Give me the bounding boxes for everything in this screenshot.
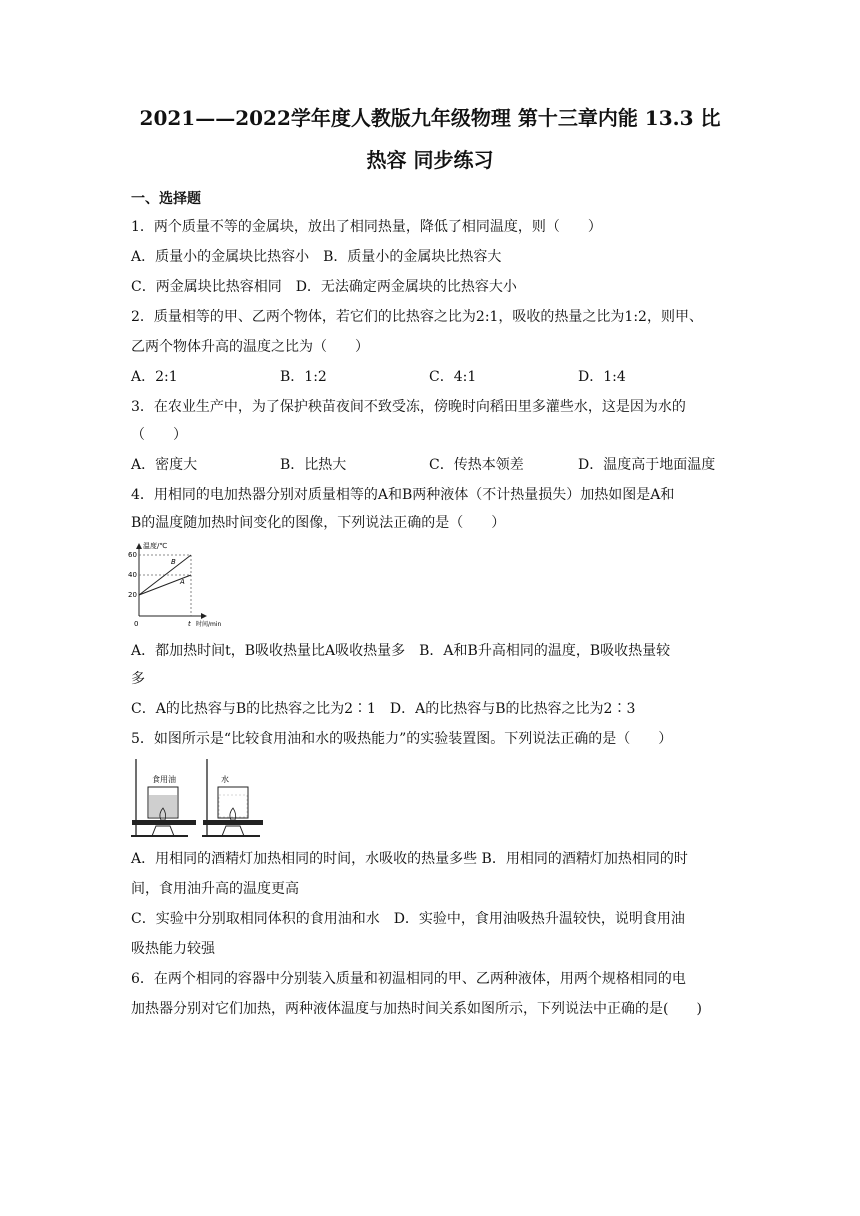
q3-option-c: C．传热本领差 <box>429 457 524 473</box>
right-burner <box>222 826 244 836</box>
graph-label-b: B <box>171 558 176 566</box>
graph-tick-40: 40 <box>128 571 137 579</box>
q2-option-d: D．1:4 <box>578 369 626 385</box>
label-oil: 食用油 <box>152 775 176 784</box>
q4-temperature-time-graph <box>126 538 236 634</box>
q3-option-a: A．密度大 <box>131 457 198 473</box>
graph-origin: 0 <box>134 620 139 628</box>
q5-options-line-3: C．实验中分别取相同体积的食用油和水 D．实验中，食用油吸热升温较快，说明食用油 <box>131 911 685 927</box>
q3-option-d: D．温度高于地面温度 <box>578 457 716 473</box>
q4-options-line-3: C．A的比热容与B的比热容之比为2∶1 D．A的比热容与B的比热容之比为2∶3 <box>131 701 636 717</box>
q6-stem-line-1: 6．在两个相同的容器中分别装入质量和初温相同的甲、乙两种液体，用两个规格相同的电 <box>131 971 686 987</box>
q2-option-b: B．1:2 <box>280 369 327 385</box>
q2-option-c: C．4:1 <box>429 369 477 385</box>
left-burner <box>152 826 174 836</box>
q2-stem-line-1: 2．质量相等的甲、乙两个物体，若它们的比热容之比为2:1，吸收的热量之比为1:2，则甲、 <box>131 309 703 325</box>
graph-t-label: t <box>188 620 191 628</box>
section-heading: 一、选择题 <box>131 191 201 207</box>
q1-options-line-1: A．质量小的金属块比热容小 B．质量小的金属块比热容大 <box>131 249 502 265</box>
q2-stem-line-2: 乙两个物体升高的温度之比为（ ） <box>131 339 369 355</box>
document-title-line-2: 热容 同步练习 <box>366 148 494 172</box>
graph-xlabel: 时间/min <box>196 621 222 628</box>
q4-stem-line-2: B的温度随加热时间变化的图像，下列说法正确的是（ ） <box>131 515 506 531</box>
q4-options-line-1: A．都加热时间t，B吸收热量比A吸收热量多 B．A和B升高相同的温度，B吸收热量较 <box>131 643 671 659</box>
graph-ylabel: 温度/℃ <box>143 542 168 550</box>
q3-stem-line-1: 3．在农业生产中，为了保护秧苗夜间不致受冻，傍晚时向稻田里多灌些水，这是因为水的 <box>131 399 686 415</box>
q1-stem: 1．两个质量不等的金属块，放出了相同热量，降低了相同温度，则（ ） <box>131 219 602 235</box>
graph-tick-60: 60 <box>128 551 137 559</box>
q2-option-a: A．2:1 <box>131 369 178 385</box>
right-gauze-platform <box>203 820 263 825</box>
label-water: 水 <box>221 775 229 784</box>
document-title-line-1: 2021——2022学年度人教版九年级物理 第十三章内能 13.3 比 <box>139 106 721 130</box>
q6-stem-line-2: 加热器分别对它们加热，两种液体温度与加热时间关系如图所示，下列说法中正确的是( ) <box>131 1001 702 1017</box>
q3-option-b: B．比热大 <box>280 457 347 473</box>
q5-stem: 5．如图所示是“比较食用油和水的吸热能力”的实验装置图。下列说法正确的是（ ） <box>131 731 673 747</box>
graph-label-a: A <box>180 578 185 586</box>
q4-stem-line-1: 4．用相同的电加热器分别对质量相等的A和B两种液体（不计热量损失）加热如图是A和 <box>131 487 675 503</box>
right-water <box>219 795 247 817</box>
graph-tick-20: 20 <box>128 591 137 599</box>
left-gauze-platform <box>132 820 196 825</box>
q1-options-line-2: C．两金属块比热容相同 D．无法确定两金属块的比热容大小 <box>131 279 517 295</box>
q5-options-line-4: 吸热能力较强 <box>131 941 215 957</box>
left-oil <box>149 795 177 817</box>
q4-options-line-2: 多 <box>131 671 145 687</box>
q5-options-line-2: 间，食用油升高的温度更高 <box>131 881 299 897</box>
q5-experiment-apparatus <box>128 756 268 842</box>
q5-options-line-1: A．用相同的酒精灯加热相同的时间，水吸收的热量多些 B．用相同的酒精灯加热相同的时 <box>131 851 688 867</box>
q3-stem-line-2: （ ） <box>131 427 187 443</box>
